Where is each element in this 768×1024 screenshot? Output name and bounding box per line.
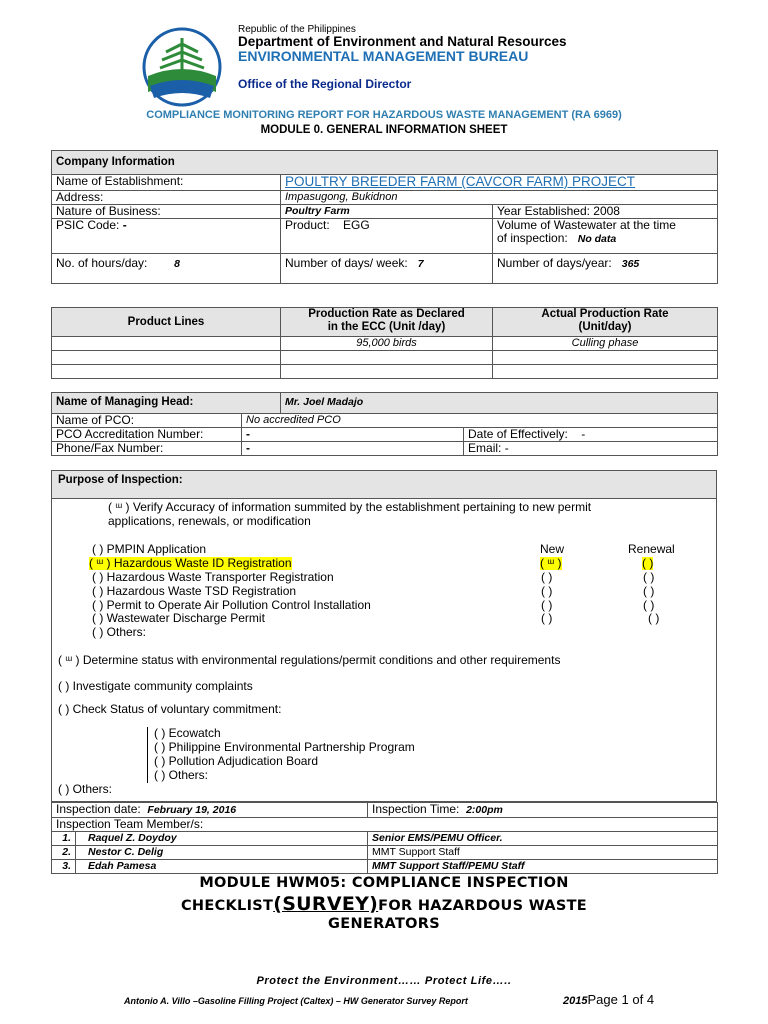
team-label: Inspection Team Member/s: <box>52 818 718 832</box>
department-name: Department of Environment and Natural Resources <box>238 34 567 49</box>
email-cell: Email: - <box>464 442 718 456</box>
inspection-time-label: Inspection Time: <box>372 802 460 816</box>
protect-slogan: Protect the Environment…… Protect Life….. <box>256 975 512 987</box>
report-title: COMPLIANCE MONITORING REPORT FOR HAZARDOUS WASTE MANAGEMENT (RA 6969) <box>146 109 622 121</box>
module-0-title: MODULE 0. GENERAL INFORMATION SHEET <box>260 124 508 136</box>
hours-label: No. of hours/day: <box>56 256 148 270</box>
nature-label: Nature of Business: <box>52 205 281 219</box>
inspection-date-value: February 19, 2016 <box>147 804 237 816</box>
verify-line-1: ( ᵚ ) Verify Accuracy of information summited by the establishment pertaining to new permit <box>108 500 592 514</box>
accreditation-label: PCO Accreditation Number: <box>52 428 242 442</box>
company-info-table <box>51 150 718 284</box>
product-cell <box>281 219 493 254</box>
air-permit-renewal-check[interactable]: ( ) <box>643 598 655 612</box>
establishment-value <box>281 175 718 191</box>
actual-rate-cell <box>493 351 718 365</box>
bureau-name: ENVIRONMENTAL MANAGEMENT BUREAU <box>238 48 529 64</box>
days-year-value: 365 <box>621 258 640 270</box>
declared-rate-cell <box>281 351 493 365</box>
page-current: 1 <box>621 992 629 1007</box>
actual-rate-header-2: (Unit/day) <box>578 321 632 333</box>
of-word: of <box>632 992 644 1007</box>
member-name: Edah Pamesa <box>76 860 368 874</box>
purpose-item-air-permit[interactable]: ( ) Permit to Operate Air Pollution Control Installation <box>92 598 371 612</box>
member-role: Senior EMS/PEMU Officer. <box>368 832 718 846</box>
wastewater-new-check[interactable]: ( ) <box>541 611 553 625</box>
module-survey-word: (SURVEY) <box>273 893 379 915</box>
actual-rate-header-1: Actual Production Rate <box>541 308 669 320</box>
psic-value: - <box>122 218 127 232</box>
page-total: 4 <box>646 992 655 1007</box>
psic-cell <box>52 219 281 254</box>
module-hwm05-title-1: MODULE HWM05: COMPLIANCE INSPECTION <box>199 875 569 891</box>
phone-label: Phone/Fax Number: <box>52 442 242 456</box>
tsd-renewal-check[interactable]: ( ) <box>643 584 655 598</box>
inspection-date-label: Inspection date: <box>56 802 141 816</box>
table-row <box>52 351 718 365</box>
inspection-time-value: 2:00pm <box>466 804 503 816</box>
product-line-cell <box>52 365 281 379</box>
program-others[interactable]: ( ) Others: <box>154 768 209 782</box>
transporter-new-check[interactable]: ( ) <box>541 570 553 584</box>
product-label: Product: <box>285 218 330 232</box>
table-row <box>52 860 718 874</box>
actual-rate-cell: Culling phase <box>493 337 718 351</box>
hours-value: 8 <box>174 258 180 270</box>
wastewater-label-2: of inspection: <box>497 231 568 245</box>
actual-rate-header <box>493 308 718 337</box>
declared-rate-header-2: in the ECC (Unit /day) <box>327 321 446 333</box>
member-name: Nestor C. Delig <box>76 846 368 860</box>
determine-status-item[interactable]: ( ᵚ ) Determine status with environmental regulations/permit conditions and other requirements <box>58 653 561 667</box>
inspection-date-cell <box>52 803 368 818</box>
purpose-item-others[interactable]: ( ) Others: <box>92 625 147 639</box>
days-week-label: Number of days/ week: <box>285 256 408 270</box>
footer-project-label: Antonio A. Villo –Gasoline Filling Project (Caltex) – HW Generator Survey Report <box>124 996 468 1006</box>
member-role: MMT Support Staff <box>368 846 718 860</box>
table-row <box>52 846 718 860</box>
wastewater-value: No data <box>577 233 617 245</box>
accreditation-value: - <box>242 428 464 442</box>
purpose-item-pmpin[interactable]: ( ) PMPIN Application <box>92 542 207 556</box>
inspection-time-cell <box>368 803 718 818</box>
managing-head-value: Mr. Joel Madajo <box>281 393 718 414</box>
psic-label: PSIC Code: <box>56 218 120 232</box>
wastewater-label-1: Volume of Wastewater at the time <box>497 218 676 232</box>
pco-value: No accredited PCO <box>242 414 718 428</box>
establishment-name-link[interactable]: POULTRY BREEDER FARM (CAVCOR FARM) PROJECT <box>285 174 636 189</box>
product-lines-header: Product Lines <box>52 308 281 337</box>
program-bracket <box>147 727 148 783</box>
investigate-complaints-item[interactable]: ( ) Investigate community complaints <box>58 679 253 693</box>
air-permit-new-check[interactable]: ( ) <box>541 598 553 612</box>
days-year-label: Number of days/year: <box>497 256 612 270</box>
address-label: Address: <box>52 191 281 205</box>
declared-rate-cell <box>281 365 493 379</box>
establishment-label: Name of Establishment: <box>52 175 281 191</box>
wastewater-renewal-check[interactable]: ( ) <box>648 611 660 625</box>
page-number <box>563 992 654 1007</box>
member-num: 2. <box>52 846 76 860</box>
year-established: Year Established: 2008 <box>493 205 718 219</box>
product-line-cell <box>52 351 281 365</box>
purpose-item-tsd[interactable]: ( ) Hazardous Waste TSD Registration <box>92 584 297 598</box>
actual-rate-cell <box>493 365 718 379</box>
page-word: Page <box>587 992 618 1007</box>
purpose-header: Purpose of Inspection: <box>51 470 717 499</box>
declared-rate-header <box>281 308 493 337</box>
module-hwm05-title-2 <box>0 893 768 915</box>
purpose-item-transporter[interactable]: ( ) Hazardous Waste Transporter Registration <box>92 570 334 584</box>
effectivity-value: - <box>581 427 586 441</box>
purpose-item-wastewater[interactable]: ( ) Wastewater Discharge Permit <box>92 611 265 625</box>
days-week-value: 7 <box>417 258 424 270</box>
hw-id-renewal-check[interactable]: ( ) <box>642 556 654 570</box>
module-for-hw-words: FOR HAZARDOUS WASTE <box>378 898 588 914</box>
phone-value: - <box>242 442 464 456</box>
member-name: Raquel Z. Doydoy <box>76 832 368 846</box>
tsd-new-check[interactable]: ( ) <box>541 584 553 598</box>
module-hwm05-title-3: GENERATORS <box>328 916 440 932</box>
transporter-renewal-check[interactable]: ( ) <box>643 570 655 584</box>
office-name: Office of the Regional Director <box>238 77 412 91</box>
footer-year: 2015 <box>563 995 588 1007</box>
pco-label: Name of PCO: <box>52 414 242 428</box>
voluntary-commitment-item[interactable]: ( ) Check Status of voluntary commitment: <box>58 702 282 716</box>
product-lines-table <box>51 307 718 379</box>
program-pab[interactable]: ( ) Pollution Adjudication Board <box>154 754 319 768</box>
col-new-label: New <box>540 542 565 556</box>
address-value: Impasugong, Bukidnon <box>281 191 718 205</box>
product-line-cell <box>52 337 281 351</box>
purpose-item-hw-id[interactable]: ( ᵚ ) Hazardous Waste ID Registration <box>89 556 292 570</box>
hours-cell <box>52 254 281 284</box>
days-week-cell <box>281 254 493 284</box>
company-info-header: Company Information <box>52 151 718 175</box>
program-pepp[interactable]: ( ) Philippine Environmental Partnership Program <box>154 740 415 754</box>
declared-rate-header-1: Production Rate as Declared <box>308 308 465 320</box>
product-value: EGG <box>343 218 370 232</box>
denr-logo <box>136 26 236 108</box>
table-row <box>52 365 718 379</box>
wastewater-cell <box>493 219 718 254</box>
hw-id-new-check[interactable]: ( ᵚ ) <box>540 556 562 570</box>
member-num: 3. <box>52 860 76 874</box>
managing-head-table <box>51 392 718 456</box>
member-num: 1. <box>52 832 76 846</box>
member-role: MMT Support Staff/PEMU Staff <box>368 860 718 874</box>
days-year-cell <box>493 254 718 284</box>
effectivity-cell <box>464 428 718 442</box>
purpose-others-item[interactable]: ( ) Others: <box>58 782 113 796</box>
declared-rate-cell: 95,000 birds <box>281 337 493 351</box>
table-row <box>52 337 718 351</box>
verify-line-2: applications, renewals, or modification <box>108 514 311 528</box>
module-checklist-word: CHECKLIST <box>180 898 274 914</box>
nature-value: Poultry Farm <box>281 205 493 219</box>
inspection-table <box>51 802 718 874</box>
managing-head-label: Name of Managing Head: <box>52 393 281 414</box>
col-renewal-label: Renewal <box>628 542 675 556</box>
republic-label: Republic of the Philippines <box>238 24 356 35</box>
program-ecowatch[interactable]: ( ) Ecowatch <box>154 726 221 740</box>
table-row <box>52 832 718 846</box>
effectivity-label: Date of Effectively: <box>468 427 568 441</box>
